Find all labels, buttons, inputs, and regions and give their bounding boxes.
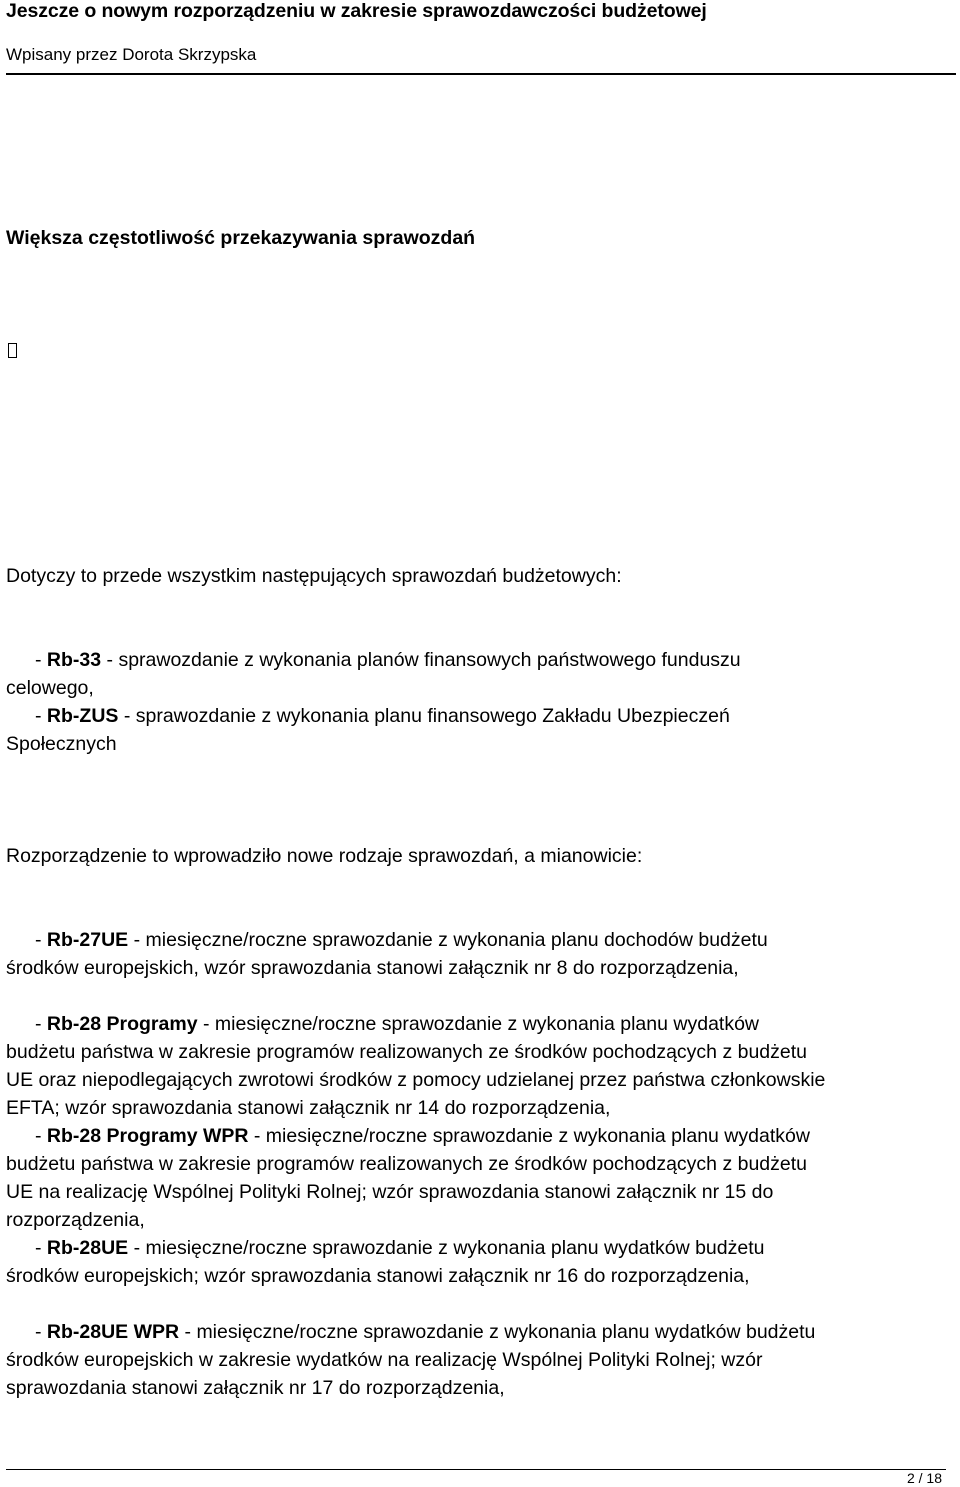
list-dash: - <box>35 1321 47 1343</box>
list-item <box>6 646 951 674</box>
list-existing-reports <box>6 646 951 758</box>
report-rb27ue <box>6 926 951 982</box>
report-code: Rb-28UE <box>46 1237 129 1259</box>
report-code: Rb-27UE <box>46 929 129 951</box>
list-item <box>6 1010 951 1038</box>
section-heading: Większa częstotliwość przekazywania sprawozdań <box>6 227 476 249</box>
list-item-continuation: sprawozdania stanowi załącznik nr 17 do rozporządzenia, <box>6 1377 505 1399</box>
list-item-continuation: EFTA; wzór sprawozdania stanowi załącznik nr 14 do rozporządzenia, <box>6 1097 611 1119</box>
report-code: Rb-33 <box>46 649 102 671</box>
list-dash: - <box>35 705 47 727</box>
report-rb28ue <box>6 1234 951 1290</box>
list-item-text: - miesięczne/roczne sprawozdanie z wykonania planu dochodów budżetu <box>128 929 768 951</box>
intro-text: Dotyczy to przede wszystkim następujących sprawozdań budżetowych: <box>6 565 622 587</box>
report-code: Rb-28 Programy <box>46 1013 198 1035</box>
intro-paragraph <box>6 562 951 590</box>
list-item <box>6 926 951 954</box>
list-dash: - <box>35 649 47 671</box>
list-item-continuation: UE oraz niepodlegających zwrotowi środków z pomocy udzielanej przez państwa członkowskie <box>6 1069 826 1091</box>
list-dash: - <box>35 1013 47 1035</box>
report-rb28-programy <box>6 1010 951 1122</box>
list-item <box>6 1318 951 1346</box>
list-dash: - <box>35 1237 47 1259</box>
list-item <box>6 702 951 730</box>
list-item-text: - sprawozdanie z wykonania planów finansowych państwowego funduszu <box>101 649 741 671</box>
header-divider <box>6 73 956 75</box>
missing-glyph-icon <box>8 343 17 358</box>
page-number: 2 / 18 <box>906 1470 942 1486</box>
list-item-text: - miesięczne/roczne sprawozdanie z wykonania planu wydatków budżetu <box>179 1321 816 1343</box>
report-rb28ue-wpr <box>6 1318 951 1402</box>
list-item-continuation: Społecznych <box>6 733 117 755</box>
report-rb28-programy-wpr <box>6 1122 951 1234</box>
report-code: Rb-ZUS <box>46 705 119 727</box>
list-item-continuation: budżetu państwa w zakresie programów realizowanych ze środków pochodzących z budżetu <box>6 1153 808 1175</box>
list-item-continuation: środków europejskich; wzór sprawozdania stanowi załącznik nr 16 do rozporządzenia, <box>6 1265 750 1287</box>
document-title: Jeszcze o nowym rozporządzeniu w zakresie sprawozdawczości budżetowej <box>6 0 707 22</box>
intro2-text: Rozporządzenie to wprowadziło nowe rodzaje sprawozdań, a mianowicie: <box>6 845 643 867</box>
list-dash: - <box>35 929 47 951</box>
list-item-text: - miesięczne/roczne sprawozdanie z wykonania planu wydatków <box>248 1125 810 1147</box>
list-item-text: - miesięczne/roczne sprawozdanie z wykonania planu wydatków <box>197 1013 760 1035</box>
footer-divider <box>6 1469 946 1470</box>
list-item-continuation: środków europejskich w zakresie wydatków na realizację Wspólnej Polityki Rolnej; wzór <box>6 1349 763 1371</box>
report-code: Rb-28 Programy WPR <box>46 1125 249 1147</box>
list-item-continuation: UE na realizację Wspólnej Polityki Rolnej; wzór sprawozdania stanowi załącznik nr 15 do <box>6 1181 774 1203</box>
list-item-continuation: celowego, <box>6 677 94 699</box>
list-item-text: - miesięczne/roczne sprawozdanie z wykonania planu wydatków budżetu <box>128 1237 765 1259</box>
list-item-continuation: rozporządzenia, <box>6 1209 145 1231</box>
report-code: Rb-28UE WPR <box>46 1321 180 1343</box>
intro2-paragraph <box>6 842 951 870</box>
list-item-continuation: budżetu państwa w zakresie programów realizowanych ze środków pochodzących z budżetu <box>6 1041 808 1063</box>
list-item <box>6 1122 951 1150</box>
document-author: Wpisany przez Dorota Skrzypska <box>6 45 257 64</box>
list-item <box>6 1234 951 1262</box>
list-dash: - <box>35 1125 47 1147</box>
list-item-continuation: środków europejskich, wzór sprawozdania stanowi załącznik nr 8 do rozporządzenia, <box>6 957 739 979</box>
list-item-text: - sprawozdanie z wykonania planu finansowego Zakładu Ubezpieczeń <box>118 705 730 727</box>
